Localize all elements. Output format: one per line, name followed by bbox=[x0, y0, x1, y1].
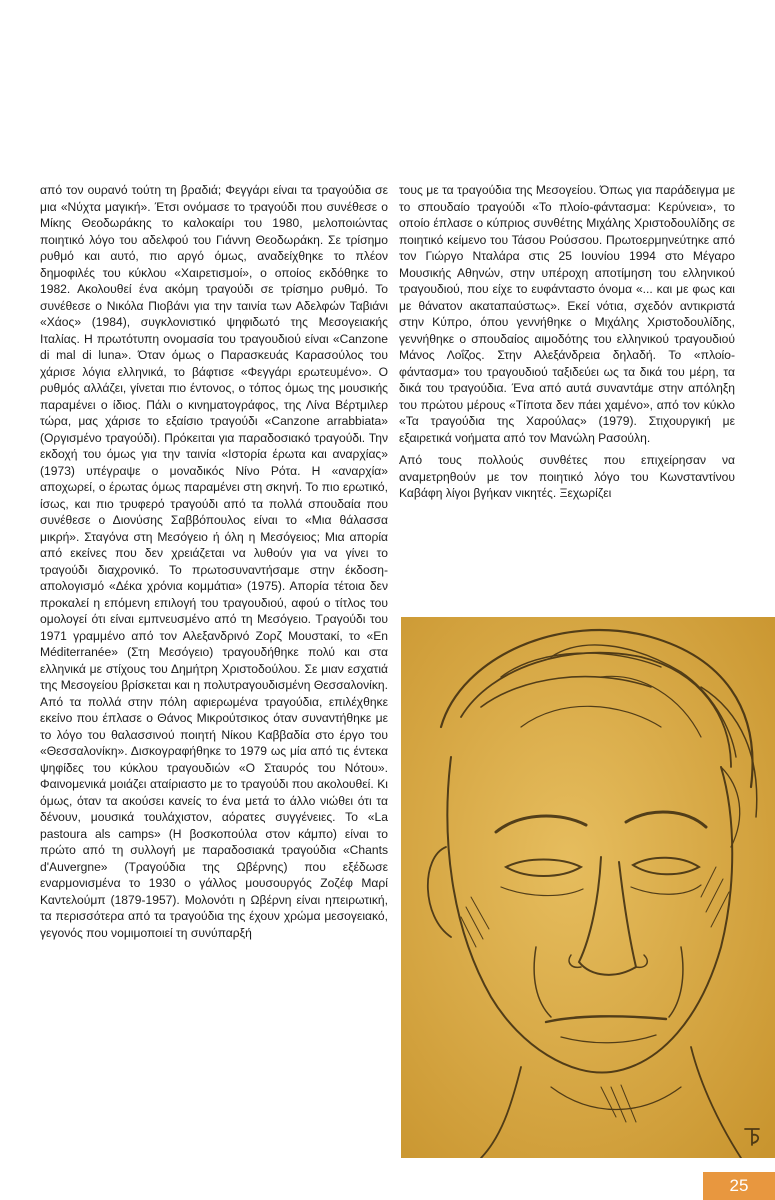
article-right-column bbox=[399, 182, 735, 502]
page-number: 25 bbox=[703, 1172, 775, 1200]
right-column-paragraph-1: τους με τα τραγούδια της Μεσογείου. Όπως για παράδειγμα με το σπουδαίο τραγούδι «Το πλοίο-φάντασμα: Κερύνεια», το οποίο έπλασε ο κύπριος συνθέτης Μιχάλης Χριστοδουλίδης σε ποιητικό κείμενο του Τάσου Ρούσσου. Πρωτοερμηνεύτηκε από τον Γιώργο Νταλάρα στις 25 Ιουνίου 1994 στο Μέγαρο Μουσικής Αθηνών, στην υπέροχη αποτίμηση του ελληνικού τραγουδιού, που είχε το ευφάνταστο όνομα «... και με φως και με θάνατον ακαταπαύστως». Εκεί νότια, σχεδόν αντικριστά στην Κύπρο, όπου γεννήθηκε ο Μιχάλης Χριστοδουλίδης, γεννήθηκε ο σπουδαίος αιμοδότης του ελληνικού τραγουδιού Μάνος Λοΐζος. Στην Αλεξάνδρεια δηλαδή. Το «πλοίο-φάντασμα» του τραγουδιού ταξιδεύει ως τα δικά του μέρη, τα δικά του τραγούδια. Ένα από αυτά συναντάμε στην απόληξη του πρώτου μέρους «Τίποτα δεν πάει χαμένο», από τον κύκλο «Τα τραγούδια της Χαρούλας» (1979). Στιχουργική με εξαιρετικά νοήματα από τον Μανώλη Ρασούλη. bbox=[399, 183, 735, 445]
left-column-text: από τον ουρανό τούτη τη βραδιά; Φεγγάρι είναι τα τραγούδια σε μια «Νύχτα μαγική». Έτσι ονόμασε το τραγούδι που συνέθεσε ο Μίκης Θεοδωράκης το καλοκαίρι του 1980, μελοποιώντας ποιητικό λόγο του αδελφού του Γιάννη Θεοδωράκη. Σε τρίσημο ρυθμό και αυτό, πιο αργό όμως, αναδείχθηκε το πλέον δημοφιλές του κύκλου «Χαιρετισμοί», ο οποίος εκδόθηκε το 1982. Ακολουθεί ένα ακόμη τραγούδι σε τρίσημο ρυθμό. Το συνέθεσε ο Νικόλα Πιοβάνι για την ταινία των Αδελφών Ταβιάνι «Χάος» (1984), συγκλονιστικό ψηφιδωτό της Μεσογειακής Ιταλίας. Η πρωτότυπη ονομασία του τραγουδιού είναι «Canzone di mal di luna». Όταν όμως ο Παρασκευάς Καρασούλος του χάρισε λόγια ελληνικά, το βάφτισε «Φεγγάρι ερωτευμένο». Ο ρυθμός αλλάζει, γίνεται πιο έντονος, ο τόπος όμως της μουσικής παραμένει ο ίδιος. Πάλι ο κινηματογράφος, της Λίνα Βέρτμιλερ τώρα, μας χάρισε το εξαίσιο τραγούδι «Canzone arrabbiata» (Οργισμένο τραγούδι). Πρόκειται για παραδοσιακό τραγούδι. Την εκδοχή του όμως για την ταινία «Ιστορία έρωτα και αναρχίας» (1973) υπέγραψε ο μοναδικός Νίνο Ρότα. Η «αναρχία» αποχωρεί, ο έρωτας όμως παραμένει στη σκηνή. Το πιο ερωτικό, ίσως, και πιο τρυφερό τραγούδι από τα πολλά σπουδαία που συνέθεσε ο Διονύσης Σαββόπουλος είναι το «Μια θάλασσα μικρή». Σταγόνα στη Μεσόγειο ή όλη η Μεσόγειος; Μια απορία από εκείνες που δεν χρειάζεται να λυθούν για να γίνει το τραγούδι διαχρονικό. Το πρωτοσυναντήσαμε στην έκδοση-απολογισμό «Δέκα χρόνια κομμάτια» (1975). Απορία τέτοια δεν προκαλεί η επόμενη επιλογή του τραγουδιού, αφού ο τίτλος του ομολογεί ότι είναι εμπνευσμένο από τη Μεσόγειο. Τραγούδι του 1971 γραμμένο από τον Αλεξανδρινό Ζορζ Μουστακί, το «En Méditerranée» (Στη Μεσόγειο) τραγουδήθηκε πολύ και στα ελληνικά με στίχους του Δημήτρη Χριστοδούλου. Σε μιαν εσχατιά της Μεσογείου βρίσκεται και η πολυτραγουδισμένη Θεσσαλονίκη. Από τα πολλά στην πόλη αφιερωμένα τραγούδια, επιλέχθηκε εκείνο που έπλασε ο Θάνος Μικρούτσικος όταν συναντήθηκε με το λόγο του θαλασσινού ποιητή Νίκου Καββαδία στο έργο του «Θεσσαλονίκη». Δισκογραφήθηκε το 1979 ως μία από τις έντεκα ψηφίδες του κύκλου τραγουδιών «Ο Σταυρός του Νότου». Φαινομενικά μοιάζει αταίριαστο με το τραγούδι που ακολουθεί. Κι όμως, όταν τα ακούσει κανείς το ένα μετά το άλλο νιώθει ότι τα δένουν, μουσικά τουλάχιστον, αόρατες συγγένειες. Το «La pastoura als camps» (Η βοσκοπούλα στον κάμπο) είναι το πρώτο από τη συλλογή με παραδοσιακά τραγούδια «Chants d'Auvergne» (Τραγούδια της Ωβέρνης) που εξέδωσε εναρμονισμένα το 1930 ο γάλλος μουσουργός Ζοζέφ Μαρί Καντελούμπ (1879-1957). Μολονότι η Ωβέρνη είναι ηπειρωτική, τα περισσότερα από τα τραγούδια της έχουν χρώμα μεσογειακό, γεγονός που νομιμοποιεί τη συνύπαρξή bbox=[40, 183, 388, 940]
portrait-illustration bbox=[401, 617, 775, 1158]
article-left-column bbox=[40, 182, 388, 941]
article-header bbox=[0, 50, 775, 128]
right-column-paragraph-2: Από τους πολλούς συνθέτες που επιχείρησαν να αναμετρηθούν με τον ποιητικό λόγο του Κωνσταντίνου Καβάφη λίγοι βγήκαν νικητές. Ξεχωρίζει bbox=[399, 453, 735, 500]
